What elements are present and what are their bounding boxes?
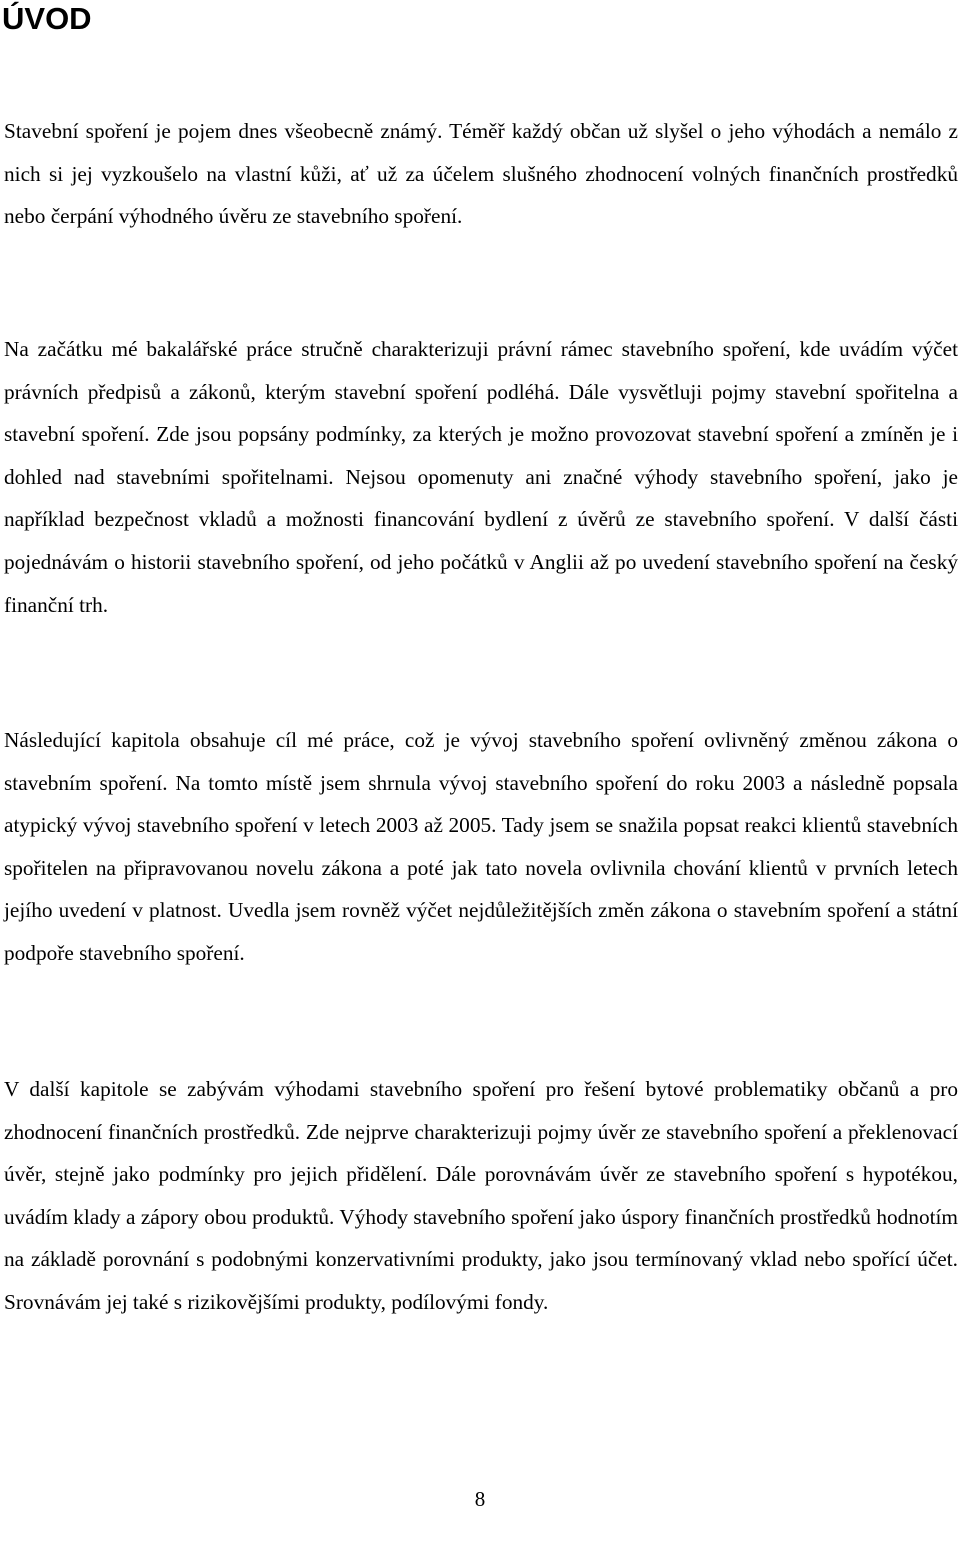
page-number: 8 <box>474 1487 486 1511</box>
paragraph-legal-framework: Na začátku mé bakalářské práce stručně charakterizuji právní rámec stavebního spoření, kde uvádím výčet právních předpisů a zákonů, kterým stavební spoření podléhá. Dále vysvětluji pojmy stavební spořitelna a stavební spoření. Zde jsou popsány podmínky, za kterých je možno provozovat stavební spoření a zmíněn je i dohled nad stavebními spořitelnami. Nejsou opomenuty ani značné výhody stavebního spoření, jako je například bezpečnost vkladů a možnosti financování bydlení z úvěrů ze stavebního spoření. V další části pojednávám o historii stavebního spoření, od jeho počátků v Anglii až po uvedení stavebního spoření na český finanční trh. <box>4 337 958 617</box>
paragraph-development: Následující kapitola obsahuje cíl mé práce, což je vývoj stavebního spoření ovlivněný změnou zákona o stavebním spoření. Na tomto místě jsem shrnula vývoj stavebního spoření do roku 2003 a následně popsala atypický vývoj stavebního spoření v letech 2003 až 2005. Tady jsem se snažila popsat reakci klientů stavebních spořitelen na připravovanou novelu zákona a poté jak tato novela ovlivnila chování klientů v prvních letech jejího uvedení v platnost. Uvedla jsem rovněž výčet nejdůležitějších změn zákona o stavebním spoření a státní podpoře stavebního spoření. <box>4 728 958 965</box>
paragraph-intro: Stavební spoření je pojem dnes všeobecně známý. Téměř každý občan už slyšel o jeho výhodách a nemálo z nich si jej vyzkoušelo na vlastní kůži, ať už za účelem slušného zhodnocení volných finančních prostředků nebo čerpání výhodného úvěru ze stavebního spoření. <box>4 119 958 229</box>
paragraph-advantages: V další kapitole se zabývám výhodami stavebního spoření pro řešení bytové problematiky občanů a pro zhodnocení finančních prostředků. Zde nejprve charakterizuji pojmy úvěr ze stavebního spoření a překlenovací úvěr, stejně jako podmínky pro jejich přidělení. Dále porovnávám úvěr ze stavebního spoření s hypotékou, uvádím klady a zápory obou produktů. Výhody stavebního spoření jako úspory finančních prostředků hodnotím na základě porovnání s podobnými konzervativními produkty, jako jsou termínovaný vklad nebo spořící účet. Srovnávám jej také s rizikovějšími produkty, podílovými fondy. <box>4 1077 958 1314</box>
page-title: ÚVOD <box>2 1 92 36</box>
